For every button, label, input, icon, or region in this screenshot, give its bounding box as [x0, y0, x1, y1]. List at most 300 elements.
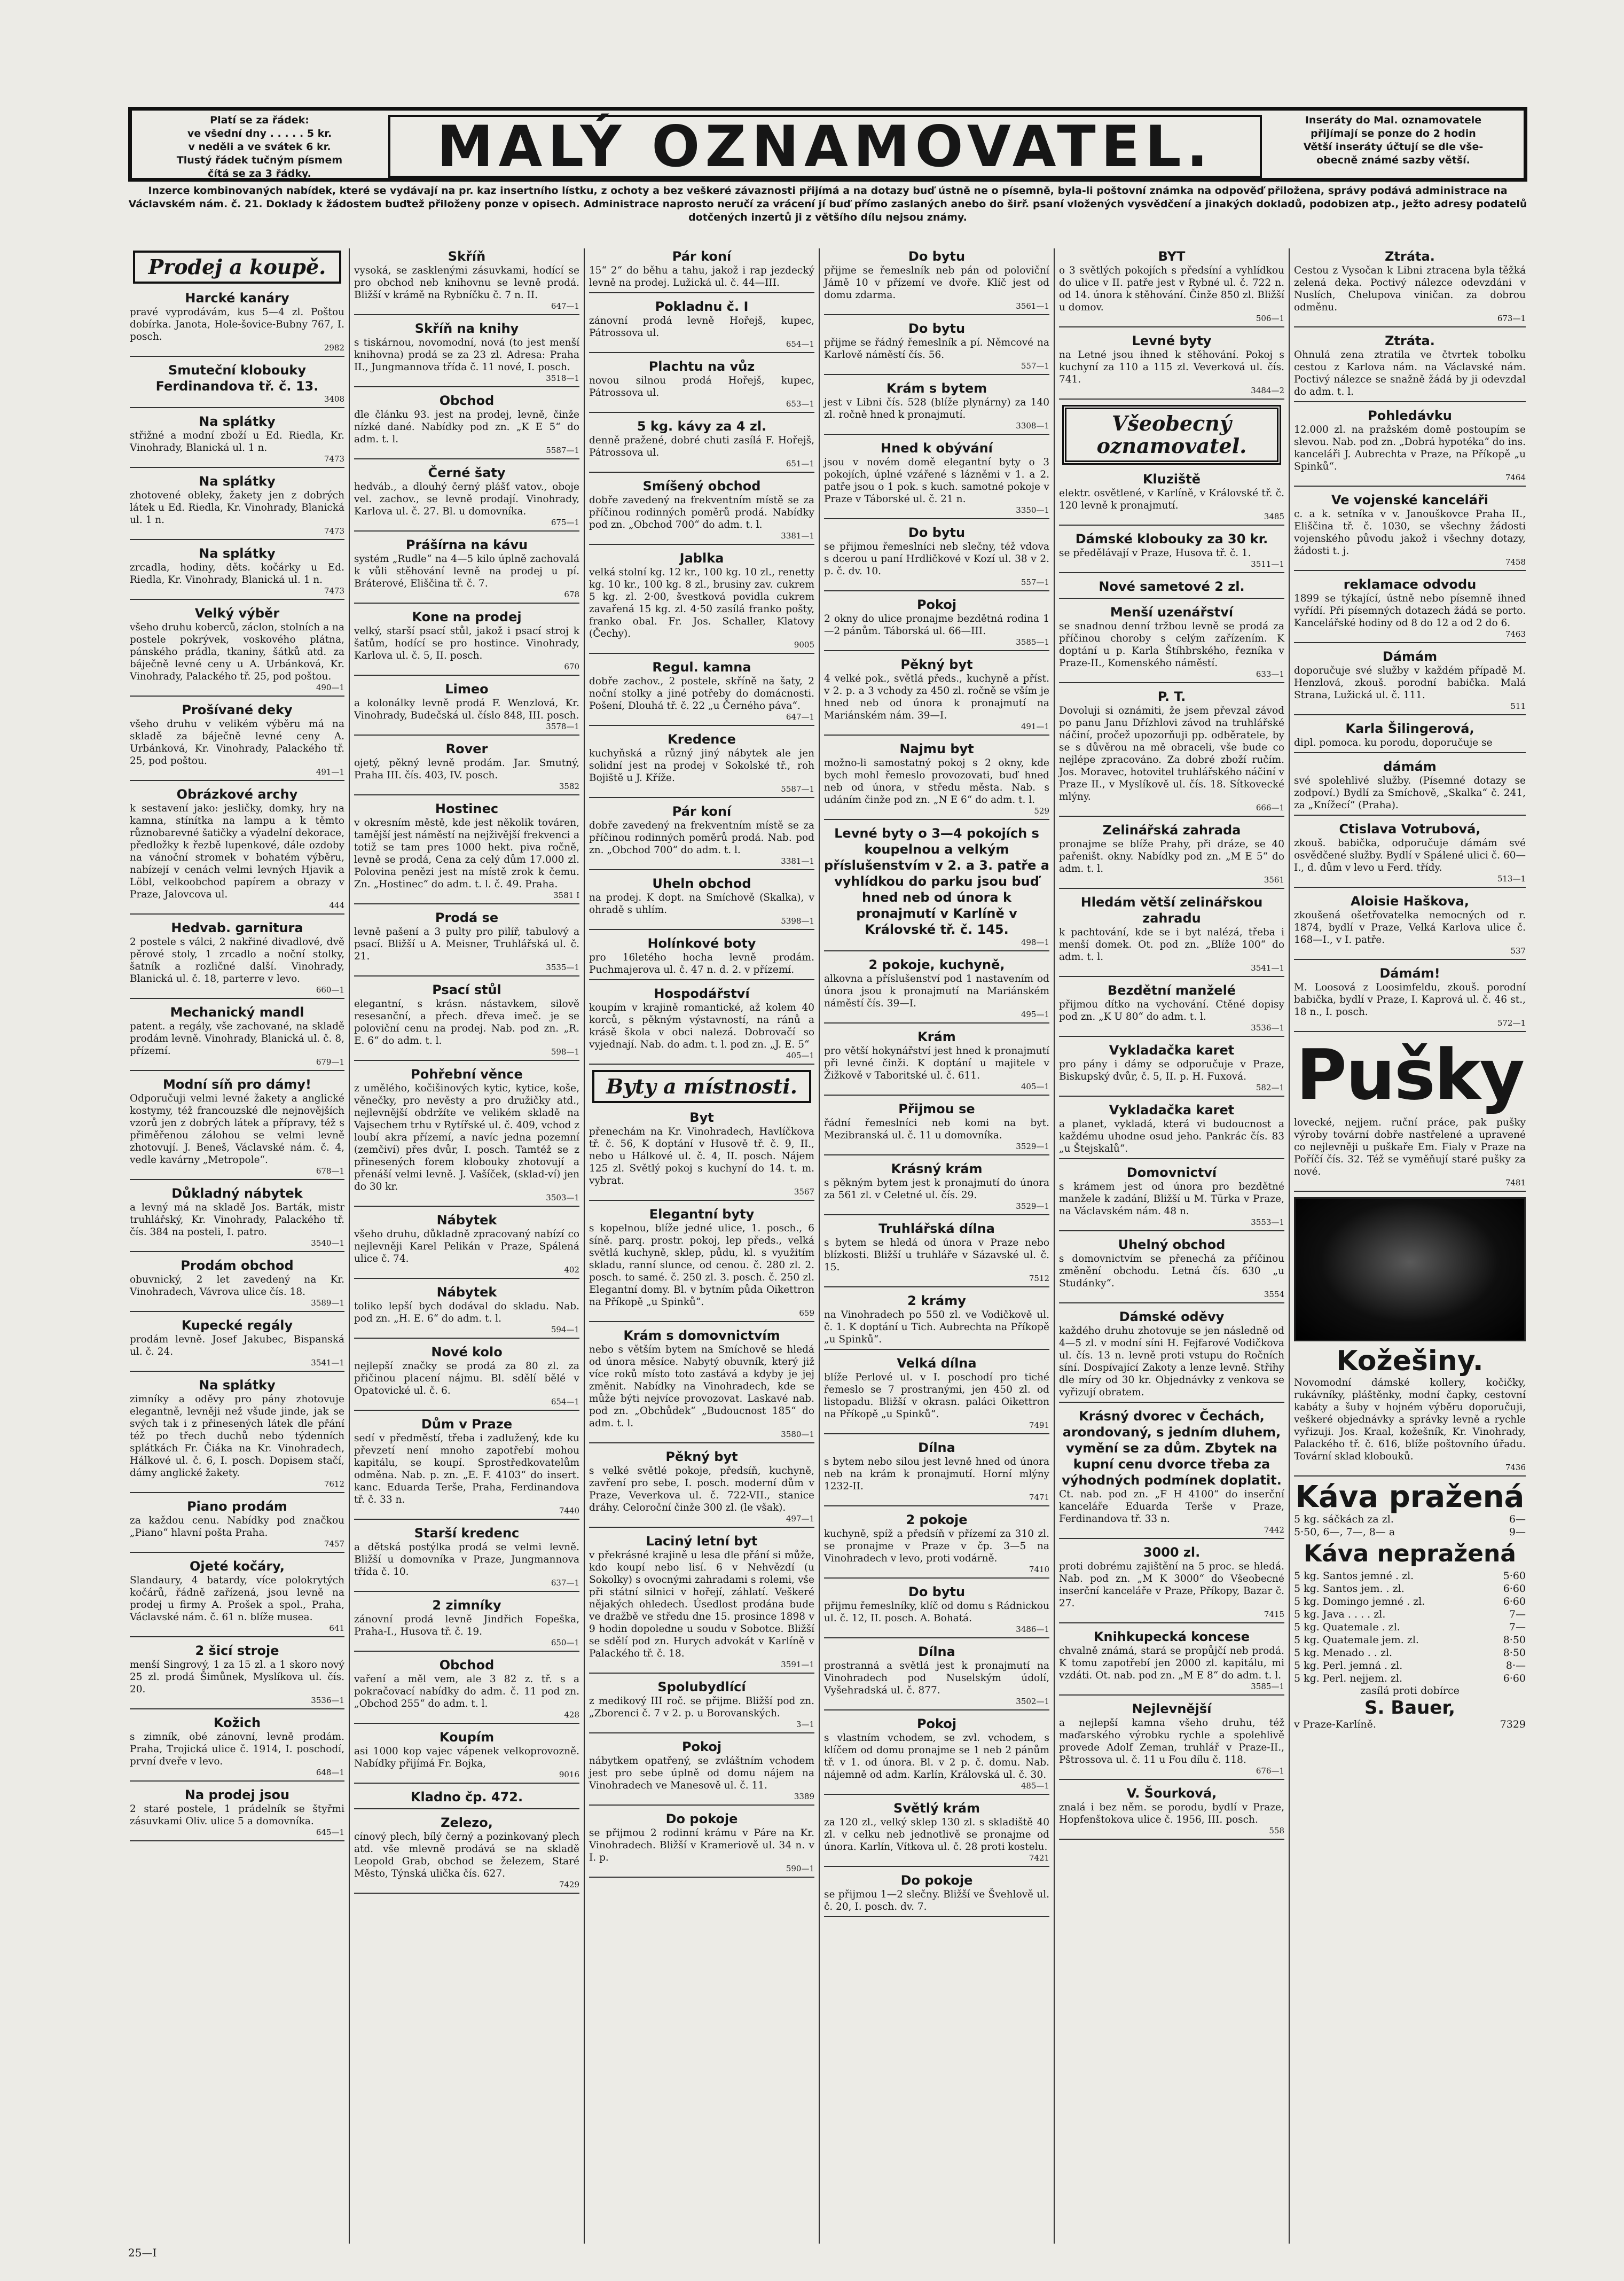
- classified-ad: [589, 358, 814, 413]
- ad-text: všeho druhu, důkladně zpracovaný nabízí co nejlevněji Karel Pelikán v Praze, Spálená ulice č. 74.: [354, 1229, 579, 1264]
- ad-text: zrcadla, hodiny, děts. kočárky u Ed. Riedla, Kr. Vinohrady, Blanická ul. 1 n.: [130, 562, 344, 585]
- classified-ad: [354, 1729, 579, 1784]
- classified-ad: [130, 473, 344, 540]
- ad-number: 7440: [559, 1506, 579, 1516]
- ad-text: se přijmou 1—2 slečny. Bližší ve Švehlově ul. č. 20, I. posch. dv. 7.: [824, 1889, 1049, 1912]
- ad-heading: Kone na prodej: [412, 610, 522, 624]
- price-value: 6·60: [1503, 1673, 1526, 1684]
- ad-heading: Menší uzenářství: [1110, 605, 1234, 620]
- column-6: [1290, 248, 1530, 2244]
- classified-ad: [1294, 576, 1526, 643]
- classified-ad: [1059, 1544, 1284, 1623]
- ad-text: elegantní, s krásn. nástavkem, silově resesanční, a přech. dřeva imeč. je se poloviční cenu na prodej. Nab. pod zn. „R. E. 6“ do adm. t. l.: [354, 998, 579, 1046]
- ad-number: 678—1: [316, 1166, 344, 1176]
- ad-number: 660—1: [316, 985, 344, 995]
- ad-text: s domovnictvím se přenechá za příčinou změnění obchodu. Letná čís. 630 „u Studánky“.: [1059, 1253, 1284, 1289]
- ad-text: a planet, vykladá, která vi budoucnost a každému uhodne osud jeho. Pankrác čís. 83 „u Štejskalů“.: [1059, 1119, 1284, 1154]
- classified-ad: [1294, 893, 1526, 960]
- ad-number: 3554: [1264, 1290, 1284, 1299]
- classified-ad: [1059, 822, 1284, 889]
- ad-text: nejlepší značky se prodá za 80 zl. za přičinou placení nájmu. Bl. sdělí bělé v Opatovické ul. č. 6.: [354, 1361, 579, 1396]
- classified-ad: [589, 659, 814, 726]
- kozesiny-number: 7436: [1505, 1463, 1526, 1472]
- classified-ad: [354, 1066, 579, 1207]
- ad-heading: 3000 zl.: [1143, 1545, 1201, 1560]
- ad-number: 7491: [1029, 1420, 1049, 1430]
- ad-heading: Skříň: [448, 249, 486, 264]
- classified-ad: [1294, 408, 1526, 487]
- ad-number: 2982: [324, 343, 344, 353]
- classified-ad: [1059, 1102, 1284, 1159]
- ad-number: 7421: [1029, 1853, 1049, 1863]
- classified-ad: [130, 1558, 344, 1637]
- classified-ad: [130, 920, 344, 999]
- ad-heading: Kluziště: [1142, 472, 1201, 487]
- ad-heading: Prodá se: [435, 910, 499, 925]
- price-row: [1294, 1569, 1526, 1582]
- classified-ad: [1059, 1785, 1284, 1840]
- column-5: [1055, 248, 1290, 2244]
- rate-box: [134, 114, 385, 181]
- ad-heading: Smuteční klobouky Ferdinandova tř. č. 13.: [155, 363, 319, 394]
- classified-ad: [1059, 1701, 1284, 1780]
- ad-number: 572—1: [1497, 1018, 1526, 1028]
- ad-text: Ct. nab. pod zn. „F H 4100“ do inserční kanceláře Eduarda Terše v Praze, Ferdinandova tř. 33 n.: [1059, 1489, 1284, 1525]
- ad-heading: Krásný krám: [891, 1161, 983, 1176]
- rate-line: Platí se za řádek:: [210, 114, 309, 126]
- price-row: [1294, 1582, 1526, 1595]
- classified-ad: [1294, 965, 1526, 1032]
- ad-text: Odporučuji velmi levné žakety a anglické kostymy, též francouzské dle nejnovějších vzorů jen z dobrých látek a přípravy, též s přiměřenou zálohou se velmi levně zhotovují. J. Beneš, Václavské nám. č. 4, vedle kavárny „Metropole“.: [130, 1093, 344, 1166]
- kava-sender: S. Bauer,: [1364, 1697, 1456, 1718]
- ad-heading: Přijmou se: [898, 1102, 975, 1116]
- ad-text: s vlastním vchodem, se zvl. vchodem, s klíčem od domu pronajme se 1 neb 2 pánům tř. v 1. od února. Bl. v 2 p. č. domu. Nab. nájemně od adm. Karlín, Královská ul. č. 30.: [824, 1732, 1049, 1780]
- ad-heading: Mechanický mandl: [170, 1005, 304, 1020]
- price-row: [1294, 1608, 1526, 1621]
- ad-text: jsou v novém domě elegantní byty o 3 pokojích, úplné vzářené s lázněmi v 1. a 2. patře jsou o 1 pok. s kuch. samotné pokoje v Praze v Táborské ul. č. 21 n.: [824, 457, 1049, 505]
- ad-number: 651—1: [786, 459, 814, 468]
- ad-number: 3536—1: [311, 1696, 344, 1705]
- ad-number: 558: [1269, 1826, 1284, 1835]
- ad-number: 7415: [1264, 1610, 1284, 1619]
- ad-text: s bytem se hledá od února v Praze nebo blízkosti. Bližší u truhláře v Sázavské ul. č. 15.: [824, 1237, 1049, 1273]
- ad-text: dobře zavedený na frekventním místě se za příčinou rodinných poměrů prodá. Nab. pod zn. „Obchod 700“ do adm. t. l.: [589, 820, 814, 856]
- classified-ad: [130, 1076, 344, 1180]
- price-value: 6·60: [1503, 1583, 1526, 1595]
- ad-heading: BYT: [1158, 249, 1186, 264]
- ad-text: proti dobrému zajištění na 5 proc. se hledá. Nab. pod zn. „M K 3000“ do Všeobecné inserční kanceláře v Praze, Příkopy, Bazar č. 27.: [1059, 1561, 1284, 1609]
- ad-heading: Starší kredenc: [414, 1526, 520, 1541]
- ad-number: 7442: [1264, 1525, 1284, 1535]
- ad-number: 590—1: [786, 1864, 814, 1873]
- classified-ad: [1059, 982, 1284, 1037]
- ad-text: se přijmou 2 rodinní krámu v Páre na Kr. Vinohradech. Bližší v Krameriově ul. 34 n. v I. p.: [589, 1827, 814, 1863]
- ad-heading: Nové sametové 2 zl.: [1099, 579, 1245, 594]
- classified-ad: [1059, 248, 1284, 327]
- classified-ad: [354, 1597, 579, 1652]
- classified-ad: [1294, 649, 1526, 715]
- price-value: 6—: [1509, 1513, 1526, 1525]
- ad-heading: Smíšený obchod: [642, 479, 761, 494]
- ad-number: 7473: [324, 454, 344, 464]
- ad-text: kuchyňská a různý jiný nábytek ale jen solidní jest na prodej v Sokolské tř., roh Bojiště u J. Kříže.: [589, 748, 814, 784]
- column-4: [820, 248, 1055, 2244]
- ad-text: přijmou dítko na vychování. Ctěné dopisy pod zn. „K U 80“ do adm. t. l.: [1059, 999, 1284, 1022]
- classified-ad: [824, 741, 1049, 820]
- ad-number: 497—1: [786, 1514, 814, 1524]
- ad-heading: Knihkupecká koncese: [1093, 1629, 1250, 1644]
- kava-list: [1294, 1513, 1526, 1538]
- masthead: [128, 107, 1527, 182]
- ad-heading: Do pokoje: [900, 1873, 973, 1888]
- column-6-ads: [1294, 248, 1526, 1032]
- ad-text: systém „Rudle“ na 4—5 kilo úplně zachovalá k vůli stěhování levně na prodej u pí. Bráterové, Eliščina tř. č. 7.: [354, 553, 579, 589]
- classified-ad: [354, 1789, 579, 1809]
- ad-text: 2 staré postele, 1 prádelník se štyřmi zásuvkami Oliv. ulice 5 a domovníka.: [130, 1803, 344, 1827]
- price-item: 5 kg. Santos jemné . zl.: [1294, 1570, 1414, 1582]
- inserts-line: obecně známé sazby větší.: [1316, 154, 1470, 166]
- ad-number: 3585—1: [1251, 1682, 1284, 1691]
- ad-number: 594—1: [551, 1325, 579, 1334]
- ad-text: a nejlepší kamna všeho druhu, též maďarského výrobku rychle a spolehlivě provede Adolf Zeman, truhlář v Praze-II., Pštrossova ul. č. 11 u Fou dílu č. 118.: [1059, 1717, 1284, 1766]
- classified-ad: [354, 393, 579, 459]
- price-row: [1294, 1526, 1526, 1538]
- ad-text: kuchyně, spíž a předsíň v přízemí za 310 zl. se pronajme v Praze v čp. 3—5 na Vinohradech v levo, proti vodárně.: [824, 1528, 1049, 1564]
- ad-text: přijmu řemeslníky, klíč od domu s Rádnickou ul. č. 12, II. posch. A. Bohatá.: [824, 1600, 1049, 1624]
- classified-ad: [354, 248, 579, 315]
- ad-number: 7463: [1505, 629, 1526, 639]
- ad-heading: Krám s bytem: [886, 381, 987, 396]
- ad-number: 654—1: [786, 339, 814, 349]
- classified-ad: [1294, 721, 1526, 753]
- ad-number: 673—1: [1497, 314, 1526, 323]
- ad-number: 659: [799, 1308, 814, 1318]
- ad-number: 7429: [559, 1880, 579, 1889]
- ad-text: možno-li samostatný pokoj s 2 okny, kde bych mohl řemeslo provozovati, buď hned neb od února, v středu města. Nab. s udáním činže pod zn. „N E 6“ do adm. t. l.: [824, 757, 1049, 806]
- ad-heading: Zelinářská zahrada: [1102, 823, 1241, 838]
- ad-heading: Karla Šilingerová,: [1345, 721, 1474, 736]
- ad-heading: Prošívané deky: [182, 702, 293, 717]
- classified-ad: [824, 525, 1049, 591]
- ad-number: 3536—1: [1251, 1023, 1284, 1033]
- ad-number: 678: [564, 590, 579, 599]
- classified-ad: [354, 1284, 579, 1339]
- ad-heading: Prodám obchod: [181, 1258, 294, 1273]
- ad-heading: Do bytu: [908, 321, 966, 336]
- ad-heading: Truhlářská dílna: [878, 1221, 995, 1236]
- classified-ad: [589, 1206, 814, 1322]
- rate-line: čítá se za 3 řádky.: [208, 168, 311, 179]
- ad-text: se předělávají v Praze, Husova tř. č. 1.: [1059, 548, 1251, 559]
- classified-ad: [354, 1416, 579, 1520]
- ad-text: koupím v krajině romantické, až kolem 40 korců, s pěkným výstavností, na ránů a krásě škola v obci nalezá. Dobrovačí so vyjednají. Nab. do adm. t. l. pod zn. „J. E. 5“: [589, 1002, 814, 1050]
- ad-number: 641: [329, 1623, 344, 1633]
- ad-number: 428: [564, 1710, 579, 1720]
- ad-number: 537: [1510, 946, 1526, 956]
- ad-heading: Světlý krám: [893, 1801, 980, 1816]
- ad-number: 3389: [794, 1792, 814, 1801]
- classified-ad: [354, 801, 579, 904]
- classified-ad: [130, 1377, 344, 1493]
- ad-number: 3350—1: [1016, 505, 1049, 515]
- classified-ad: [1059, 471, 1284, 526]
- ad-heading: 2 šicí stroje: [195, 1643, 279, 1658]
- ad-text: 12.000 zl. na pražském domě postoupím se slevou. Nab. pod zn. „Dobrá hypotéka“ do ins. kanceláři J. Aubrechta v Praze, na Příkopě „u Spinků“.: [1294, 424, 1526, 472]
- ad-text: 2 postele s válci, 2 nakřiné divadlové, dvě pěrové stoly, 1 zrcadlo a noční stolky, šatník a rozličné další. Vinohrady, Blanická ul. č. 18, parterre v levo.: [130, 936, 344, 985]
- pusky-ad: [1294, 1116, 1526, 1192]
- ad-text: menší Singrový, 1 za 15 zl. a 1 skoro nový 25 zl. prodá Šimůnek, Myslíkova ul. čís. 20.: [130, 1659, 344, 1695]
- classified-ad: [130, 702, 344, 781]
- ad-text: toliko lepší bych dodával do skladu. Nab. pod zn. „H. E. 6“ do adm. t. l.: [354, 1301, 579, 1324]
- ad-heading: Pokoj: [681, 1739, 722, 1754]
- ad-heading: Uheln obchod: [652, 876, 751, 891]
- classified-ad: [1059, 333, 1284, 400]
- price-item: 5 kg. Quatemale . zl.: [1294, 1621, 1400, 1633]
- ad-heading: Elegantní byty: [649, 1207, 755, 1222]
- classified-ad: [824, 825, 1049, 951]
- ad-number: 3502—1: [1016, 1697, 1049, 1706]
- kava-title: Káva pražená: [1295, 1480, 1525, 1514]
- ad-number: 557—1: [1021, 577, 1049, 587]
- ad-heading: Laciný letní byt: [646, 1534, 758, 1549]
- ad-heading: Hedvab. garnitura: [171, 920, 303, 935]
- classified-ad: [824, 1872, 1049, 1917]
- ad-number: 9016: [559, 1770, 579, 1779]
- ad-text: své spolehlivé služby. (Písemné dotazy se zodpoví.) Bydlí za Smíchově, „Skalka“ č. 241, za „Knížecí“ (Praha).: [1294, 775, 1526, 811]
- kava-nepraz-list: [1294, 1569, 1526, 1685]
- ad-text: na Vinohradech po 550 zl. ve Vodičkově ul. č. 1. K doptání u Tich. Aubrechta na Příkopě „u Spinků“.: [824, 1309, 1049, 1345]
- columns: [125, 248, 1530, 2244]
- classified-ad: [354, 465, 579, 532]
- classified-ad: [589, 731, 814, 798]
- ad-number: 7612: [324, 1479, 344, 1489]
- ad-number: 485—1: [1021, 1781, 1049, 1791]
- price-row: [1294, 1634, 1526, 1646]
- ad-text: dle článku 93. jest na prodej, levně, činže nízké dané. Nabídky pod zn. „K E 5“ do adm. t. l.: [354, 409, 579, 445]
- ad-heading: Modní síň pro dámy!: [162, 1077, 311, 1092]
- ad-heading: Harcké kanáry: [185, 291, 289, 306]
- ad-text: alkovna a příslušenství pod 1 nastavením od února jsou k pronajmutí na Mariánském náměstí čís. 39—I.: [824, 973, 1049, 1009]
- ad-text: přijme se řádný řemeslník a pí. Němcové na Karlově náměstí čís. 56.: [824, 337, 1049, 361]
- classified-ad: [824, 380, 1049, 435]
- price-item: 5 kg. Java . . . . zl.: [1294, 1608, 1386, 1620]
- ad-text: a dětská postýlka prodá se velmi levně. Bližší u domovníka v Praze, Jungmannova třída č. 10.: [354, 1542, 579, 1577]
- price-row: [1294, 1672, 1526, 1685]
- ad-text: c. a k. setníka v v. Janouškovce Praha II., Eliščina tř. č. 1030, se všechny žádosti vojenského původu jakož i všechny dotazy, žádosti t. j.: [1294, 509, 1526, 557]
- ad-heading: Kredence: [668, 732, 736, 747]
- classified-ad: [824, 1440, 1049, 1506]
- ad-text: pro pány i dámy se odporučuje v Praze, Biskupský dvůr, č. 5, II. p. H. Fuxová.: [1059, 1059, 1284, 1082]
- classified-ad: [589, 986, 814, 1065]
- ad-heading: Ztráta.: [1385, 249, 1435, 264]
- ad-text: denně pražené, dobré chuti zasílá F. Hořejš, Pátrossova ul.: [589, 435, 814, 458]
- classified-ad: [824, 1293, 1049, 1350]
- ad-number: 7457: [324, 1539, 344, 1549]
- classified-ad: [130, 1004, 344, 1071]
- classified-ad: [589, 299, 814, 353]
- ad-number: 676—1: [1256, 1766, 1284, 1776]
- ad-heading: Holínkové boty: [647, 936, 756, 951]
- classified-ad: [130, 290, 344, 357]
- ad-heading: Nové kolo: [431, 1345, 503, 1360]
- ad-text: levně pašení a 3 pulty pro pilíř, tabulový a psací. Bližší u A. Meisner, Truhlářská ul. č. 21.: [354, 926, 579, 962]
- ad-number: 7473: [324, 586, 344, 596]
- pusky-text: lovecké, nejjem. ruční práce, pak pušky výroby tovární dobře nastřelené a upravené co nejlevněji u puškaře Em. Fialy v Praze na Poříčí čís. 32. Též se vyměňují staré pušky za nové.: [1294, 1117, 1526, 1177]
- ad-heading: Dámské oděvy: [1119, 1309, 1225, 1324]
- ad-text: M. Loosová z Loosimfeldu, zkouš. porodní babička, bydlí v Praze, I. Kaprová ul. č. 46 st., 18 n., I. posch.: [1294, 982, 1526, 1018]
- ad-heading: Na prodej jsou: [184, 1787, 290, 1802]
- price-row: [1294, 1595, 1526, 1608]
- ad-number: 3308—1: [1016, 421, 1049, 431]
- ad-text: prodám levně. Josef Jakubec, Bispanská ul. č. 24.: [130, 1334, 344, 1357]
- ad-heading: Dámské klobouky za 30 kr.: [1075, 532, 1268, 546]
- price-value: 8·50: [1503, 1634, 1526, 1646]
- ad-heading: Bezdětní manželé: [1107, 983, 1236, 998]
- ad-text: dipl. pomoca. ku porodu, doporučuje se: [1294, 737, 1493, 748]
- ad-text: ojetý, pěkný levně prodám. Jar. Smutný, Praha III. čís. 403, IV. posch.: [354, 757, 579, 781]
- ad-number: 3578—1: [546, 722, 579, 731]
- classified-ad: [824, 440, 1049, 519]
- ad-number: 3529—1: [1016, 1142, 1049, 1151]
- ad-text: s pěkným bytem jest k pronajmutí do února za 561 zl. v Celetné ul. čís. 29.: [824, 1177, 1049, 1201]
- ad-text: velký, starší psací stůl, jakož i psací stroj k šatům, hodící se pro hostince. Vinohrady, Karlova ul. č. 5, II. posch.: [354, 626, 579, 661]
- ad-heading: Prášírna na kávu: [405, 537, 528, 552]
- classified-ad: [1059, 604, 1284, 683]
- classified-ad: [589, 550, 814, 654]
- price-value: 9—: [1509, 1526, 1526, 1538]
- classified-ad: [824, 1716, 1049, 1795]
- ad-number: 666—1: [1256, 803, 1284, 813]
- ad-text: z umělého, kočišinových kytic, kytice, koše, věnečky, pro nevěsty a pro družičky atd., nejlevnější obdržíte ve velikém skladě na Vajsechem trhu v Rytířské ul. č. 409, vchod z loubí akra přízemí, a navíc jedna pozemní (zemčiví) přes dvůr, I. posch. Tamtéž se z přinesených forem klobouky zhotovují a přenáší velmi levně. J. Vašíček, (sklad-ví) jen do 30 kr.: [354, 1083, 579, 1192]
- classified-ad: [824, 597, 1049, 651]
- ad-number: 3561—1: [1016, 301, 1049, 311]
- ad-text: hedváb., a dlouhý černý plášť vatov., oboje vel. zachov., se levně prodají. Vinohrady, Karlova ul. č. 27. Bl. u domovníka.: [354, 481, 579, 517]
- ad-number: 647—1: [786, 712, 814, 722]
- ad-heading: Levné byty o 3—4 pokojích s koupelnou a velkým příslušenstvím v 2. a 3. patře a vyhlídkou do parku jsou buď hned neb od února k pronajmutí v Karlíně v Královské tř. č. 145.: [824, 826, 1049, 937]
- classified-ad: [354, 910, 579, 977]
- ad-heading: Černé šaty: [428, 465, 506, 480]
- ad-number: 3585—1: [1016, 637, 1049, 647]
- classified-ad: [354, 321, 579, 387]
- ad-number: 3540—1: [311, 1238, 344, 1248]
- ad-number: 3581 I: [553, 890, 579, 900]
- classified-ad: [824, 321, 1049, 375]
- ad-text: 4 velké pok., světlá předs., kuchyně a příst. v 2. p. a 3 vchody za 450 zl. ročně se vším je hned neb od února k pronajmutí na Mariánském nám. 39—I.: [824, 673, 1049, 721]
- ad-text: dobře zachov., 2 postele, skříně na šaty, 2 noční stolky a jiné potřeby do domácnosti. Pošení, Dlouhá tř. č. 22 „u Černého páva“.: [589, 676, 814, 712]
- classified-ad: [130, 1643, 344, 1709]
- ad-heading: Plachtu na vůz: [648, 359, 755, 374]
- inserts-box: [1265, 114, 1521, 167]
- ad-text: s bytem nebo silou jest levně hned od února neb na krám k pronajmutí. Horní mlýny 1232-II.: [824, 1456, 1049, 1492]
- ad-text: vysoká, se zasklenými zásuvkami, hodící se pro obchod neb knihovnu se levně prodá. Bližší v krámě na Rybníčku č. 7 n. II.: [354, 265, 579, 301]
- ad-heading: Obchod: [439, 1658, 495, 1673]
- classified-ad: [1059, 1629, 1284, 1696]
- classified-ad: [130, 1787, 344, 1841]
- ad-number: 444: [329, 901, 344, 910]
- ad-number: 3582: [559, 782, 579, 791]
- price-value: 7—: [1509, 1621, 1526, 1633]
- ad-number: 490—1: [316, 683, 344, 692]
- ad-heading: Domovnictví: [1126, 1165, 1217, 1180]
- ad-number: 670: [564, 662, 579, 671]
- ad-number: 7471: [1029, 1493, 1049, 1502]
- ad-number: 679—1: [316, 1057, 344, 1067]
- section-prodej: Prodej a koupě.: [133, 251, 341, 284]
- ad-number: 675—1: [551, 518, 579, 527]
- classified-ad: [589, 1533, 814, 1674]
- ad-heading: Pár koní: [672, 804, 732, 819]
- kozesiny-ad: [1294, 1377, 1526, 1477]
- classified-ad: [1059, 1309, 1284, 1403]
- ad-number: 3511—1: [1251, 559, 1284, 569]
- ad-text: k sestavení jako: jesličky, domky, hry na kamna, stínítka na lampu a k těmto různobarevné šatičky a výadelní dekorace, předložky k řezbě lupenkové, dále ozdoby na vánoční stromek v bohatém výběru, nabízejí v cenách velmi levných Hjavik a Löbl, velkoobchod papírem a obrazy v Praze, Jalovcova ul.: [130, 803, 344, 900]
- classified-ad: [1294, 248, 1526, 327]
- price-value: 7—: [1509, 1608, 1526, 1620]
- ad-heading: Ctislava Votrubová,: [1339, 822, 1481, 837]
- ad-heading: Dámám!: [1379, 966, 1440, 981]
- classified-ad: [589, 1739, 814, 1806]
- ad-heading: Kupecké regály: [181, 1318, 293, 1333]
- ad-number: 582—1: [1256, 1083, 1284, 1092]
- classified-ad: [589, 803, 814, 870]
- ad-number: 3553—1: [1251, 1217, 1284, 1227]
- ad-text: o 3 světlých pokojích s předsíní a vyhlídkou do ulice v II. patře jest v Rybné ul. č. 722 n. od 14. února k stěhování. Činže 850 zl. Bližší u domov.: [1059, 265, 1284, 313]
- ad-number: 654—1: [551, 1397, 579, 1407]
- ad-text: pro větší hokynářství jest hned k pronajmutí při levné činži. K doptání u majitele v Žižkově v Taboritské ul. č. 611.: [824, 1045, 1049, 1081]
- ad-heading: Kladno čp. 472.: [410, 1790, 523, 1805]
- classified-ad: [589, 248, 814, 293]
- ad-heading: Do bytu: [908, 1584, 966, 1599]
- ad-number: 7458: [1505, 557, 1526, 567]
- classified-ad: [589, 1811, 814, 1878]
- ad-heading: Hned k obývání: [881, 441, 993, 456]
- ad-heading: Krám s domovnictvím: [623, 1328, 780, 1343]
- ad-text: Slandaury, 4 batardy, více polokrytých kočárů, řádně zařízená, jsou levně na prodej u firmy A. Prošek a spol., Praha, Václavské nám. č. 61 n. blíže musea.: [130, 1575, 344, 1623]
- kava-nepraz-title: Káva nepražená: [1304, 1540, 1516, 1567]
- ad-number: 498—1: [1021, 938, 1049, 947]
- ad-text: zimníky a oděvy pro pány zhotovuje elegantně, levněji než všude jinde, jak se svých tak i z přinesených látek dle přání též po třech duchů nebo týdenních splátkách Fr. Čiáka na Kr. Vinohradech, Hálkové ul. č. 6, I. posch. Dopisem stačí, dámy anglické žakety.: [130, 1394, 344, 1479]
- classified-ad: [354, 1657, 579, 1724]
- classified-ad: [824, 1584, 1049, 1638]
- price-value: 6·60: [1503, 1596, 1526, 1607]
- ad-text: a levný má na skladě Jos. Barták, mistr truhlářský, Kr. Vinohrady, Palackého tř. čís. 384 na posteli, I. patro.: [130, 1202, 344, 1238]
- ad-heading: Pokladnu č. I: [655, 299, 749, 314]
- classified-ad: [1059, 894, 1284, 977]
- ad-text: zkouš. babička, odporučuje dámám své osvědčené služby. Bydlí v Spálené ulici č. 60—I., d. dům v levo u Ferd. třídy.: [1294, 838, 1526, 873]
- ad-number: 5587—1: [546, 446, 579, 455]
- price-row: [1294, 1659, 1526, 1672]
- ad-number: 637—1: [551, 1578, 579, 1588]
- ad-heading: Regul. kamna: [652, 660, 751, 675]
- classified-ad: [589, 876, 814, 930]
- classified-ad: [1294, 759, 1526, 816]
- ad-text: za každou cenu. Nabídky pod značkou „Piano“ hlavní pošta Praha.: [130, 1515, 344, 1538]
- ad-text: a kolonálky levně prodá F. Wenzlová, Kr. Vinohrady, Budečská ul. číslo 848, III. posch.: [354, 698, 579, 721]
- ad-text: s velké světlé pokoje, předsíň, kuchyně, zavření pro sebe, I. posch. moderní dům v Praze, Veverkova ul. č. 722-VII., stanice dráhy. Celoroční činže 300 zl. (le však).: [589, 1465, 814, 1513]
- ad-heading: Na splátky: [199, 414, 276, 429]
- ad-heading: 2 pokoje: [906, 1512, 968, 1527]
- price-value: 5·60: [1503, 1570, 1526, 1582]
- ad-text: Dovoluji si oznámiti, že jsem převzal závod po panu Janu Dřízhlovi závod na truhlářské náčiní, pročež upozorňuji pp. odběratele, by se s důvěrou na mě obraceli, vše bude co nejlépe zpracováno. Za dobré zboží ručím. Jos. Moravec, hotovitel truhlářského náčiní v Praze II., v Myslíkově ul. čís. 18. Sítkovecké mlýny.: [1059, 705, 1284, 802]
- classified-ad: [354, 537, 579, 604]
- classified-ad: [354, 1525, 579, 1592]
- ad-text: přenechám na Kr. Vinohradech, Havlíčkova tř. č. 56, K doptání v Husově tř. č. 9, II., nebo u Hálkové ul. č. 4, II. posch. Nájem 125 zl. Světlý pokoj s kuchyní do 14. t. m. vybrat.: [589, 1126, 814, 1186]
- classified-ad: [1059, 689, 1284, 817]
- ad-heading: Piano prodám: [187, 1499, 287, 1514]
- ad-heading: dámám: [1383, 759, 1437, 774]
- classified-ad: [130, 1185, 344, 1252]
- classified-ad: [589, 418, 814, 473]
